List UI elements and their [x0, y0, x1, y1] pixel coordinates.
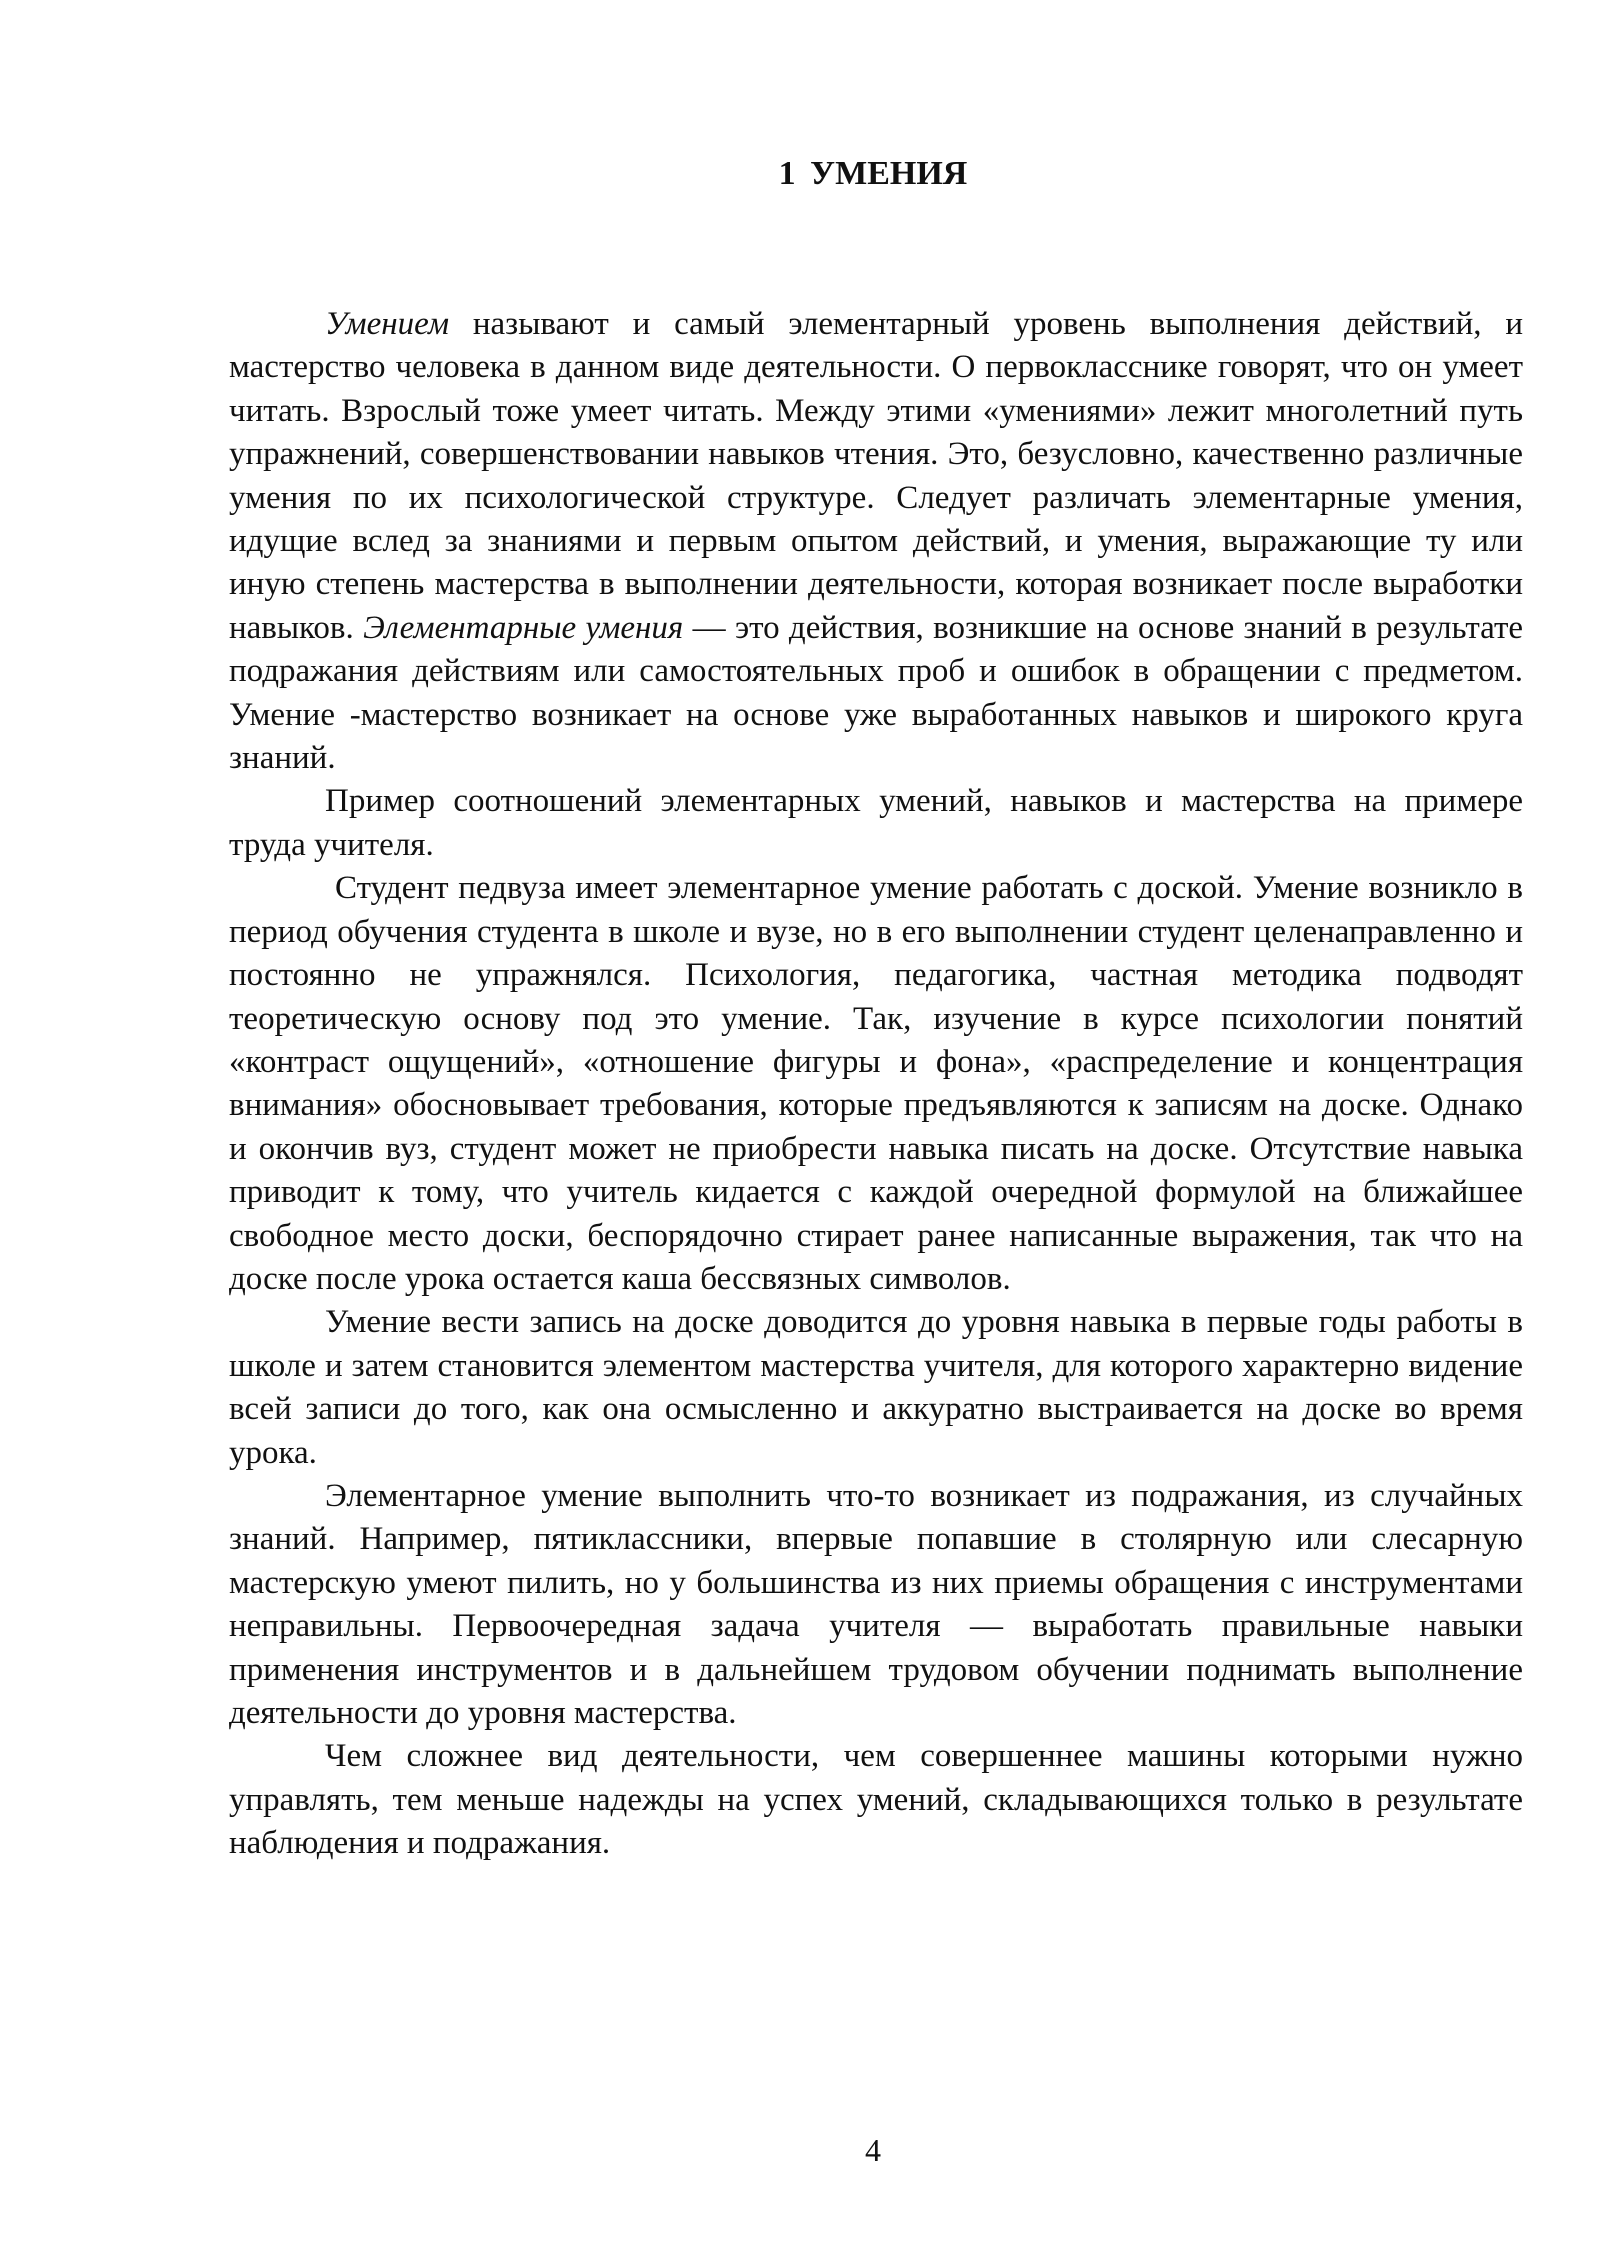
text-segment: Студент педвуза имеет элементарное умение работать с доской. Умение возникло в период обучения студента в школе и вузе, но в его выполнении студент целенаправленно и постоянно не упражнялся. Психология, педагогика, частная методика подводят теоретическую основу под это умение. Так, изучение в курсе психологии понятий «контраст ощущений», «отношение фигуры и фона», «распределение и концентрация внимания» обосновывает требования, которые предъявляются к записям на доске. Однако и окончив вуз, студент может не приобрести навыка писать на доске. Отсутствие навыка приводит к тому, что учитель кидается с каждой очередной формулой на ближайшее свободное место доски, беспорядочно стирает ранее написанные выражения, так что на доске после урока остается каша бессвязных символов.	[229, 870, 1523, 1297]
paragraph-1	[229, 303, 1523, 780]
text-segment: — это действия, возникшие на основе знаний в результате подражания действиям или самостоятельных проб и ошибок в обращении с предметом. Умение -мастерство возникает на основе уже выработанных навыков и широкого круга знаний.	[229, 609, 1524, 777]
text-segment: Элементарное умение выполнить что-то возникает из подражания, из случайных знаний. Например, пятиклассники, впервые попавшие в столярную или слесарную мастерскую умеют пилить, но у большинства из них приемы обращения с инструментами неправильны. Первоочередная задача учителя — выработать правильные навыки применения инструментов и в дальнейшем трудовом обучении поднимать выполнение деятельности до уровня мастерства.	[229, 1477, 1523, 1731]
text-segment: называют и самый элементарный уровень выполнения действий, и мастерство человека в данном виде деятельности. О первокласснике говорят, что он умеет читать. Взрослый тоже умеет читать. Между этими «умениями» лежит многолетний путь упражнений, совершенствовании навыков чтения. Это, безусловно, качественно различные умения по их психологической структуре. Следует различать элементарные умения, идущие вслед за знаниями и первым опытом действий, и умения, выражающие ту или иную степень мастерства в выполнении деятельности, которая возникает после выработки навыков.	[229, 306, 1523, 646]
text-segment: Умением	[325, 306, 450, 342]
chapter-heading: 1 УМЕНИЯ	[778, 155, 968, 192]
text-segment: Пример соотношений элементарных умений, навыков и мастерства на примере труда учителя.	[229, 783, 1523, 863]
page-number: 4	[865, 2132, 881, 2168]
paragraph-5	[229, 1475, 1523, 1735]
text-segment: Умение вести запись на доске доводится до уровня навыка в первые годы работы в школе и затем становится элементом мастерства учителя, для которого характерно видение всей записи до того, как она осмысленно и аккуратно выстраивается на доске во время урока.	[229, 1304, 1523, 1471]
paragraph-2	[229, 780, 1523, 867]
body-text	[229, 303, 1523, 1866]
text-segment: Чем сложнее вид деятельности, чем совершеннее машины которыми нужно управлять, тем меньше надежды на успех умений, складывающихся только в результате наблюдения и подражания.	[229, 1738, 1523, 1862]
paragraph-4	[229, 1301, 1523, 1475]
text-segment: Элементарные умения	[363, 609, 684, 646]
paragraph-6	[229, 1735, 1523, 1865]
paragraph-3	[229, 867, 1523, 1301]
